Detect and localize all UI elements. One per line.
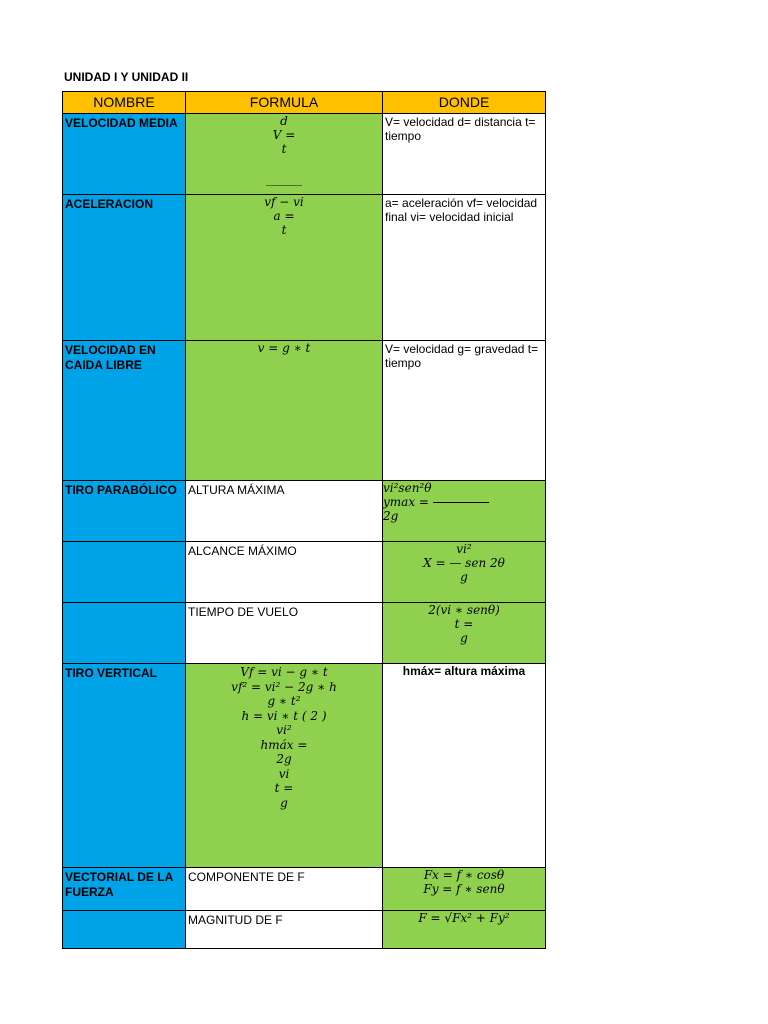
- formula-cell: [186, 341, 383, 481]
- table-row: [63, 911, 546, 949]
- row-name: VELOCIDAD MEDIA: [63, 114, 186, 195]
- header-donde: DONDE: [383, 92, 546, 114]
- header-row: [63, 92, 546, 114]
- table-row: [63, 341, 546, 481]
- formula-line: h = vi ∗ t ( 2 ): [241, 708, 327, 723]
- formula-line: g ∗ t²: [267, 694, 301, 708]
- formula-label: ALCANCE MÁXIMO: [186, 542, 383, 603]
- formula-line: g: [280, 795, 288, 810]
- formula-line: t =: [454, 617, 474, 631]
- formula-label: COMPONENTE DE F: [186, 868, 383, 911]
- formula-line: a =: [273, 209, 295, 223]
- formula-line: g: [460, 631, 468, 645]
- formula-label: TIEMPO DE VUELO: [186, 603, 383, 664]
- document-title: UNIDAD I Y UNIDAD II: [64, 70, 189, 84]
- formula-cell: [186, 664, 383, 868]
- formula-label: ALTURA MÁXIMA: [186, 481, 383, 542]
- formula-line: Fy = f ∗ senθ: [423, 882, 505, 896]
- formula-line: ______: [266, 172, 302, 186]
- formula-cell: [383, 542, 546, 603]
- formula-line: 2(vi ∗ senθ): [428, 603, 500, 617]
- formula-line: F = √Fx² + Fy²: [418, 911, 510, 925]
- description-cell: hmáx= altura máxima: [383, 664, 546, 868]
- table-row: [63, 664, 546, 868]
- formula-line: ymax =: [383, 495, 545, 509]
- formula-line: vi²: [456, 542, 472, 556]
- header-nombre: NOMBRE: [63, 92, 186, 114]
- fraction-bar: [433, 502, 489, 503]
- formula-line: 2g: [276, 752, 292, 766]
- table-row: [63, 868, 546, 911]
- formula-cell: [383, 868, 546, 911]
- formula-line: 2g: [383, 509, 399, 523]
- formula-line: t: [281, 142, 287, 156]
- table-row: [63, 195, 546, 341]
- formula-line: vi²: [276, 723, 292, 737]
- formula-line: V =: [272, 128, 296, 142]
- description-cell: V= velocidad g= gravedad t= tiempo: [383, 341, 546, 481]
- row-name: ACELERACION: [63, 195, 186, 341]
- row-name-empty: [63, 911, 186, 949]
- formula-cell: [383, 911, 546, 949]
- row-name-empty: [63, 603, 186, 664]
- formula-cell: [186, 195, 383, 341]
- row-name: TIRO PARABÓLICO: [63, 481, 186, 542]
- formula-label: MAGNITUD DE F: [186, 911, 383, 949]
- formula-line: vi²sen²θ: [383, 481, 432, 495]
- header-formula: FORMULA: [186, 92, 383, 114]
- formula-table: [62, 91, 546, 949]
- formula-line: v = g ∗ t: [257, 341, 311, 355]
- table-row: [63, 542, 546, 603]
- table-row: [63, 603, 546, 664]
- description-cell: V= velocidad d= distancia t= tiempo: [383, 114, 546, 195]
- formula-line: Vf = vi − g ∗ t: [240, 665, 328, 679]
- row-name-empty: [63, 542, 186, 603]
- table-row: [63, 114, 546, 195]
- formula-line: vf − vi: [264, 195, 304, 209]
- row-name: VELOCIDAD EN CAIDA LIBRE: [63, 341, 186, 481]
- formula-line: d: [280, 114, 288, 128]
- formula-line: hmáx =: [260, 737, 308, 752]
- row-name: TIRO VERTICAL: [63, 664, 186, 868]
- formula-line: Fx = f ∗ cosθ: [423, 868, 505, 882]
- formula-cell: [383, 481, 546, 542]
- formula-line: t =: [274, 781, 294, 795]
- formula-cell: [186, 114, 383, 195]
- formula-line: g: [460, 570, 468, 584]
- formula-line: vi: [278, 766, 290, 781]
- row-name: VECTORIAL DE LA FUERZA: [63, 868, 186, 911]
- formula-cell: [383, 603, 546, 664]
- formula-line: vf² = vi² − 2g ∗ h: [231, 679, 337, 694]
- formula-line: t: [281, 223, 287, 237]
- formula-line: X = — sen 2θ: [423, 556, 505, 570]
- table-row: [63, 481, 546, 542]
- description-cell: a= aceleración vf= velocidad final vi= velocidad inicial: [383, 195, 546, 341]
